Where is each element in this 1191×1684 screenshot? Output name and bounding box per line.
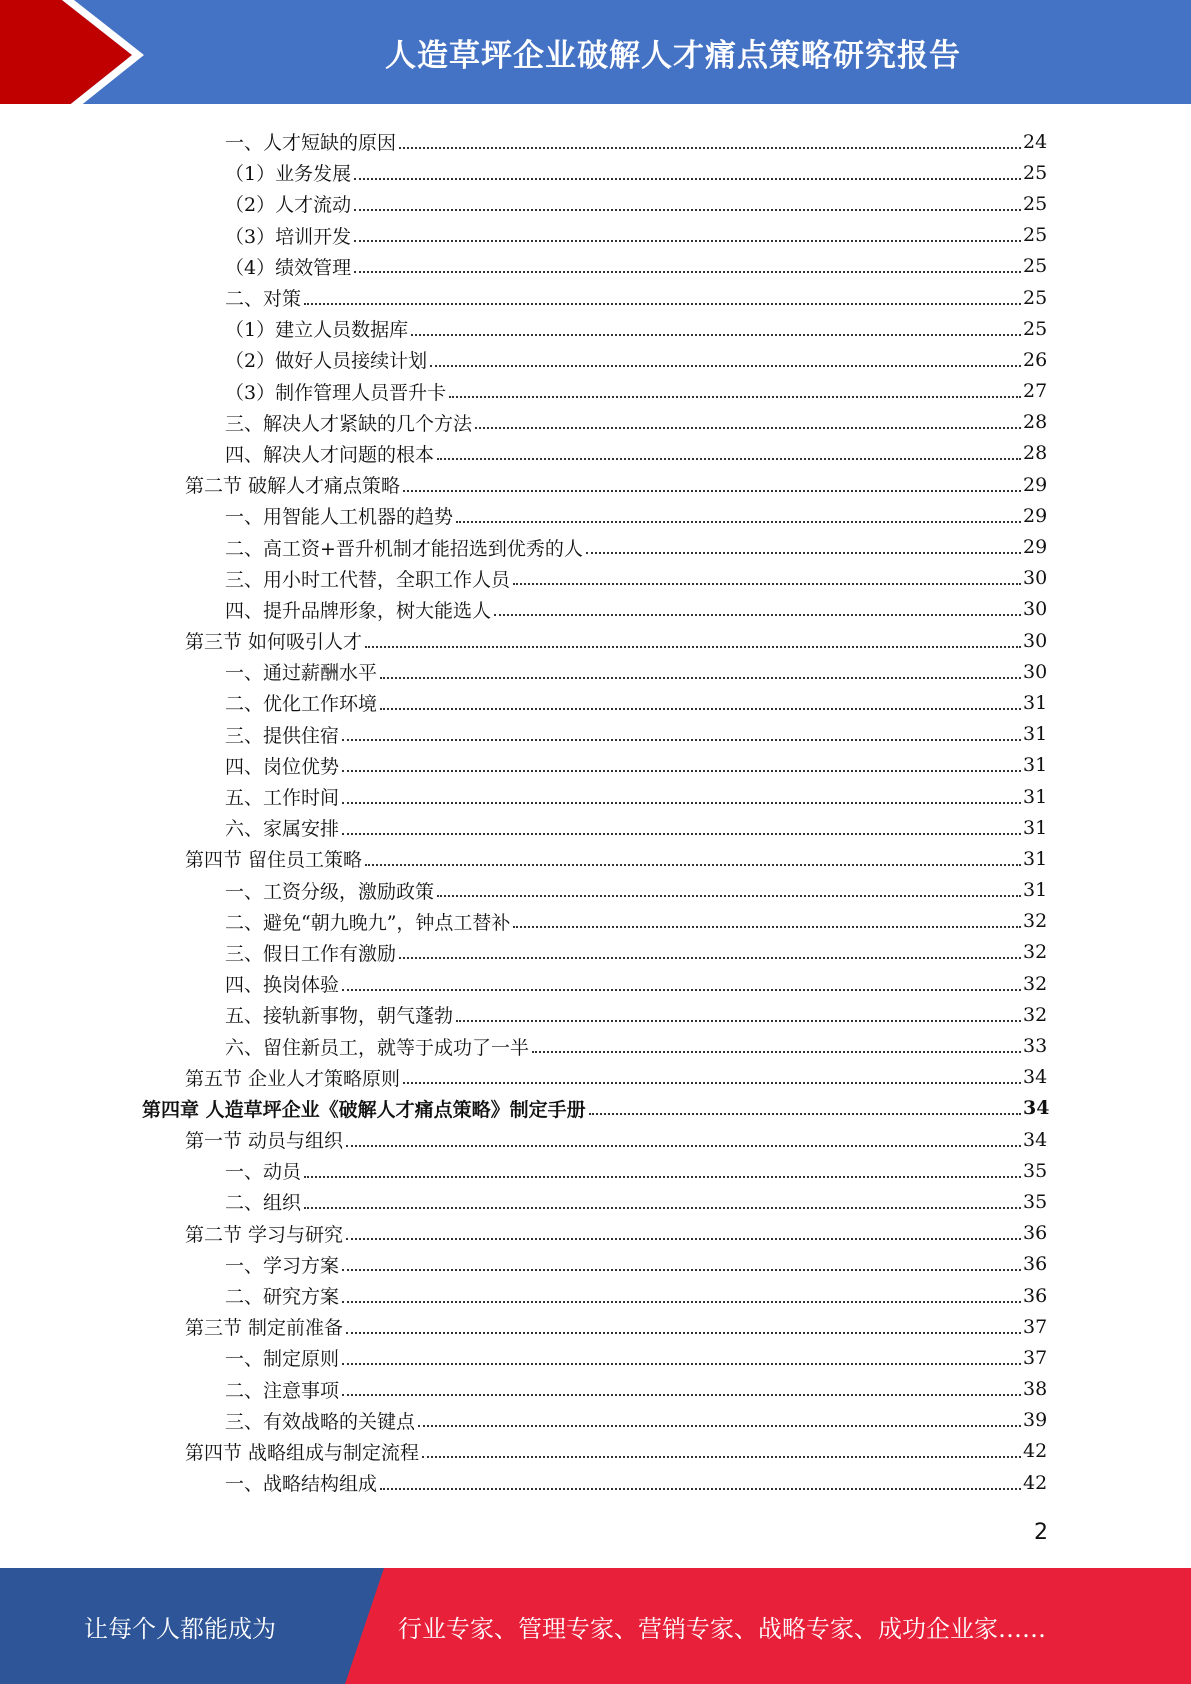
toc-entry-label: 二、对策 [225,288,302,311]
dot-leader [430,365,1021,367]
dot-leader [342,1301,1021,1303]
toc-entry-label: 第三节 如何吸引人才 [185,631,363,654]
toc-entry-label: 六、留住新员工，就等于成功了一半 [225,1036,530,1059]
dot-leader [365,864,1021,866]
toc-entry-label: 二、优化工作环境 [225,693,378,716]
toc-entry-page: 30 [1023,660,1048,683]
dot-leader [437,895,1021,897]
toc-subsection-entry[interactable] [0,1155,1191,1186]
toc-entry-label: 四、岗位优势 [225,755,340,778]
dot-leader [513,926,1021,928]
toc-section-entry[interactable] [0,469,1191,500]
dot-leader [589,1113,1021,1115]
toc-entry-label: 一、学习方案 [225,1254,340,1277]
toc-entry-label: 三、有效战略的关键点 [225,1410,416,1433]
toc-entry-label: 三、用小时工代替，全职工作人员 [225,568,511,591]
dot-leader [342,833,1021,835]
toc-entry-page: 29 [1023,536,1048,559]
toc-entry-page: 32 [1023,910,1048,933]
toc-subsection-entry[interactable] [0,937,1191,968]
toc-entry-label: 二、注意事项 [225,1379,340,1402]
toc-subsection-entry[interactable] [0,750,1191,781]
dot-leader [449,396,1021,398]
toc-entry-page: 31 [1023,879,1048,902]
toc-entry-label: （2）人才流动 [225,194,352,217]
toc-entry-page: 35 [1023,1159,1048,1182]
dot-leader [354,271,1021,273]
toc-entry-page: 32 [1023,941,1048,964]
dot-leader [342,1363,1021,1365]
toc-entry-label: 二、避免“朝九晚九”，钟点工替补 [225,911,511,934]
toc-entry-page: 30 [1023,629,1048,652]
toc-subsection-entry[interactable] [0,1405,1191,1436]
toc-subsection-entry[interactable] [0,1030,1191,1061]
toc-entry-page: 29 [1023,504,1048,527]
toc-entry-page: 33 [1023,1035,1048,1058]
toc-entry-label: 二、组织 [225,1192,302,1215]
toc-subsection-entry[interactable] [0,531,1191,562]
toc-entry-label: 第二节 学习与研究 [185,1223,344,1246]
toc-entry-label: （1）建立人员数据库 [225,319,409,342]
toc-entry-label: 三、解决人才紧缺的几个方法 [225,412,473,435]
toc-entry-page: 31 [1023,816,1048,839]
dot-leader [403,490,1021,492]
toc-entry-page: 37 [1023,1346,1048,1369]
dot-leader [342,770,1021,772]
dot-leader [365,646,1021,648]
toc-subsection-entry[interactable] [0,906,1191,937]
dot-leader [342,802,1021,804]
toc-entry-label: 四、换岗体验 [225,974,340,997]
toc-subsection-entry[interactable] [0,500,1191,531]
toc-entry-label: 第四节 留住员工策略 [185,849,363,872]
toc-entry-page: 25 [1023,161,1048,184]
toc-section-entry[interactable] [0,1311,1191,1342]
dot-leader [304,303,1021,305]
toc-entry-page: 31 [1023,785,1048,808]
toc-entry-label: （3）培训开发 [225,225,352,248]
footer-slogan-right: 行业专家、管理专家、营销专家、战略专家、成功企业家…… [398,1614,1046,1643]
toc-entry-label: （3）制作管理人员晋升卡 [225,381,447,404]
toc-entry-page: 27 [1023,380,1048,403]
toc-subsection-entry[interactable] [0,126,1191,157]
toc-entry-page: 31 [1023,691,1048,714]
toc-entry-page: 32 [1023,1003,1048,1026]
toc-entry-page: 31 [1023,847,1048,870]
dot-leader [403,1082,1021,1084]
toc-subsection-entry[interactable] [0,313,1191,344]
toc-subsection-entry[interactable] [0,1467,1191,1498]
toc-entry-page: 28 [1023,442,1048,465]
dot-leader [586,552,1021,554]
dot-leader [456,1020,1021,1022]
toc-section-entry[interactable] [0,1062,1191,1093]
toc-entry-page: 26 [1023,348,1048,371]
dot-leader [422,1456,1021,1458]
dot-leader [354,240,1021,242]
toc-entry-label: 第一节 动员与组织 [185,1130,344,1153]
dot-leader [380,708,1021,710]
toc-subsection-entry[interactable] [0,687,1191,718]
dot-leader [532,1051,1021,1053]
toc-entry-page: 25 [1023,317,1048,340]
toc-subsection-entry[interactable] [0,407,1191,438]
toc-entry-page: 38 [1023,1378,1048,1401]
dot-leader [456,521,1021,523]
toc-subsection-entry[interactable] [0,781,1191,812]
toc-entry-label: 四、解决人才问题的根本 [225,443,435,466]
toc-section-entry[interactable] [0,625,1191,656]
toc-entry-label: 一、通过薪酬水平 [225,662,378,685]
toc-section-entry[interactable] [0,1124,1191,1155]
toc-subsection-entry[interactable] [0,1374,1191,1405]
toc-subsection-entry[interactable] [0,282,1191,313]
toc-subsection-entry[interactable] [0,1249,1191,1280]
dot-leader [354,209,1021,211]
dot-leader [342,1394,1021,1396]
dot-leader [346,1332,1021,1334]
dot-leader [437,458,1021,460]
toc-entry-label: 一、动员 [225,1161,302,1184]
dot-leader [346,1238,1021,1240]
dot-leader [342,1269,1021,1271]
toc-entry-page: 42 [1023,1440,1048,1463]
report-title: 人造草坪企业破解人才痛点策略研究报告 [385,37,961,74]
toc-section-entry[interactable] [0,1218,1191,1249]
dot-leader [475,427,1021,429]
toc-subsection-entry[interactable] [0,812,1191,843]
toc-entry-page: 39 [1023,1409,1048,1432]
toc-entry-label: 一、人才短缺的原因 [225,132,397,155]
dot-leader [380,1488,1021,1490]
toc-subsection-entry[interactable] [0,1280,1191,1311]
dot-leader [399,147,1021,149]
toc-subsection-entry[interactable] [0,376,1191,407]
toc-entry-page: 36 [1023,1284,1048,1307]
toc-entry-page: 34 [1023,1066,1048,1089]
dot-leader [304,1176,1021,1178]
toc-entry-label: 六、家属安排 [225,818,340,841]
footer-banner [0,1568,1191,1684]
toc-section-entry[interactable] [0,1436,1191,1467]
dot-leader [411,334,1021,336]
dot-leader [418,1425,1021,1427]
toc-entry-page: 35 [1023,1190,1048,1213]
toc-subsection-entry[interactable] [0,438,1191,469]
toc-subsection-entry[interactable] [0,1342,1191,1373]
table-of-contents [0,126,1191,1498]
footer-slogan-left: 让每个人都能成为 [84,1614,276,1643]
toc-entry-label: 一、用智能人工机器的趋势 [225,506,454,529]
toc-entry-label: 第四节 战略组成与制定流程 [185,1441,420,1464]
toc-subsection-entry[interactable] [0,251,1191,282]
toc-entry-page: 29 [1023,473,1048,496]
toc-entry-label: 四、提升品牌形象，树大能选人 [225,599,492,622]
toc-subsection-entry[interactable] [0,875,1191,906]
dot-leader [342,739,1021,741]
toc-entry-label: 一、工资分级，激励政策 [225,880,435,903]
toc-subsection-entry[interactable] [0,563,1191,594]
dot-leader [304,1207,1021,1209]
toc-entry-page: 30 [1023,598,1048,621]
toc-entry-label: 三、假日工作有激励 [225,942,397,965]
toc-subsection-entry[interactable] [0,1186,1191,1217]
toc-entry-label: 第四章 人造草坪企业《破解人才痛点策略》制定手册 [142,1098,586,1121]
toc-chapter-entry[interactable] [0,1093,1191,1124]
dot-leader [354,178,1021,180]
toc-subsection-entry[interactable] [0,968,1191,999]
toc-subsection-entry[interactable] [0,719,1191,750]
toc-subsection-entry[interactable] [0,999,1191,1030]
toc-entry-page: 31 [1023,754,1048,777]
toc-entry-page: 34 [1023,1097,1050,1120]
toc-entry-label: （1）业务发展 [225,163,352,186]
toc-entry-label: 二、研究方案 [225,1286,340,1309]
toc-entry-page: 25 [1023,255,1048,278]
dot-leader [342,989,1021,991]
report-header [0,0,1191,111]
toc-entry-label: 第三节 制定前准备 [185,1317,344,1340]
toc-entry-label: 第二节 破解人才痛点策略 [185,475,401,498]
toc-entry-label: 五、接轨新事物，朝气蓬勃 [225,1005,454,1028]
toc-entry-label: 一、战略结构组成 [225,1473,378,1496]
toc-entry-label: （2）做好人员接续计划 [225,350,428,373]
toc-entry-label: 三、提供住宿 [225,724,340,747]
toc-subsection-entry[interactable] [0,188,1191,219]
toc-entry-label: （4）绩效管理 [225,256,352,279]
dot-leader [380,677,1021,679]
toc-subsection-entry[interactable] [0,157,1191,188]
toc-entry-page: 31 [1023,723,1048,746]
toc-entry-page: 32 [1023,972,1048,995]
dot-leader [399,957,1021,959]
page-number: 2 [1034,1520,1048,1545]
toc-entry-page: 24 [1023,130,1048,153]
toc-subsection-entry[interactable] [0,344,1191,375]
toc-entry-page: 30 [1023,567,1048,590]
toc-subsection-entry[interactable] [0,220,1191,251]
toc-entry-page: 25 [1023,192,1048,215]
dot-leader [513,583,1021,585]
toc-entry-page: 34 [1023,1128,1048,1151]
toc-entry-label: 五、工作时间 [225,787,340,810]
toc-section-entry[interactable] [0,843,1191,874]
toc-entry-page: 42 [1023,1471,1048,1494]
toc-entry-label: 第五节 企业人才策略原则 [185,1067,401,1090]
dot-leader [346,1145,1021,1147]
toc-entry-label: 一、制定原则 [225,1348,340,1371]
toc-entry-page: 37 [1023,1315,1048,1338]
toc-entry-page: 36 [1023,1222,1048,1245]
toc-entry-label: 二、高工资+晋升机制才能招选到优秀的人 [225,537,583,560]
toc-entry-page: 28 [1023,411,1048,434]
toc-subsection-entry[interactable] [0,656,1191,687]
toc-entry-page: 25 [1023,286,1048,309]
toc-subsection-entry[interactable] [0,594,1191,625]
toc-entry-page: 36 [1023,1253,1048,1276]
toc-entry-page: 25 [1023,224,1048,247]
dot-leader [494,614,1021,616]
